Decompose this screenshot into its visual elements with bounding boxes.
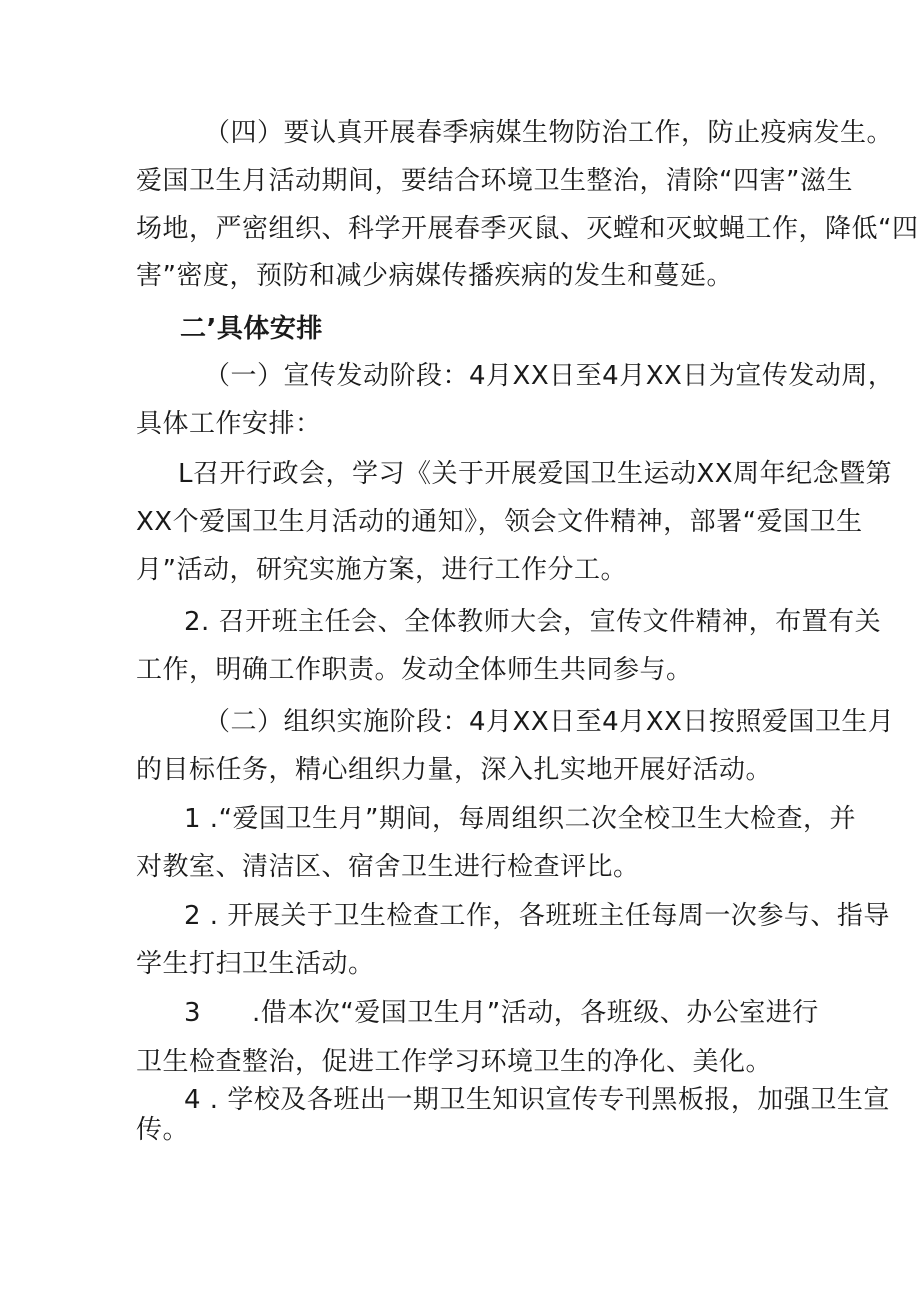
- section4-line2: 爱国卫生月活动期间，要结合环境卫生整治，清除“四害”滋生: [136, 166, 853, 196]
- phase2-item4-line2: 传。: [136, 1115, 190, 1145]
- phase2-item3-line2: 卫生检查整治，促进工作学习环境卫生的净化、美化。: [136, 1047, 773, 1077]
- phase2-item3-number: 3: [184, 998, 202, 1028]
- phase1-item2-line1: 2. 召开班主任会、全体教师大会，宣传文件精神，布置有关: [184, 607, 882, 637]
- phase1-line2: 具体工作安排：: [136, 409, 322, 439]
- phase2-line1: （二）组织实施阶段：4月XX日至4月XX日按照爱国卫生月: [204, 707, 895, 737]
- phase2-item4-line1: 4 . 学校及各班出一期卫生知识宣传专刊黑板报，加强卫生宣: [184, 1085, 890, 1115]
- phase1-item2-line2: 工作，明确工作职责。发动全体师生共同参与。: [136, 655, 693, 685]
- section4-line4: 害”密度，预防和减少病媒传播疾病的发生和蔓延。: [136, 261, 733, 291]
- phase1-item1-line3: 月”活动，研究实施方案，进行工作分工。: [136, 555, 627, 585]
- phase1-line1: （一）宣传发动阶段：4月XX日至4月XX日为宣传发动周，: [204, 361, 895, 391]
- phase1-item1-line2: XX个爱国卫生月活动的通知》，领会文件精神，部署“爱国卫生: [136, 507, 863, 537]
- phase2-line2: 的目标任务，精心组织力量，深入扎实地开展好活动。: [136, 755, 773, 785]
- section4-line1: （四）要认真开展春季病媒生物防治工作，防止疫病发生。: [204, 118, 894, 148]
- phase2-item3-line1: .借本次“爱国卫生月”活动，各班级、办公室进行: [252, 998, 819, 1028]
- phase2-item1-line2: 对教室、清洁区、宿舍卫生进行检查评比。: [136, 852, 640, 882]
- phase2-item2-line2: 学生打扫卫生活动。: [136, 949, 375, 979]
- phase2-item2-line1: 2 . 开展关于卫生检查工作，各班班主任每周一次参与、指导: [184, 901, 890, 931]
- section4-line3: 场地，严密组织、科学开展春季灭鼠、灭螳和灭蚊蝇工作，降低“四: [136, 214, 919, 244]
- phase2-item1-line1: 1 .“爱国卫生月”期间，每周组织二次全校卫生大检查，并: [184, 804, 857, 834]
- section-heading: 二’具体安排: [180, 314, 323, 344]
- phase1-item1-line1: L召开行政会，学习《关于开展爱国卫生运动XX周年纪念暨第: [178, 459, 893, 489]
